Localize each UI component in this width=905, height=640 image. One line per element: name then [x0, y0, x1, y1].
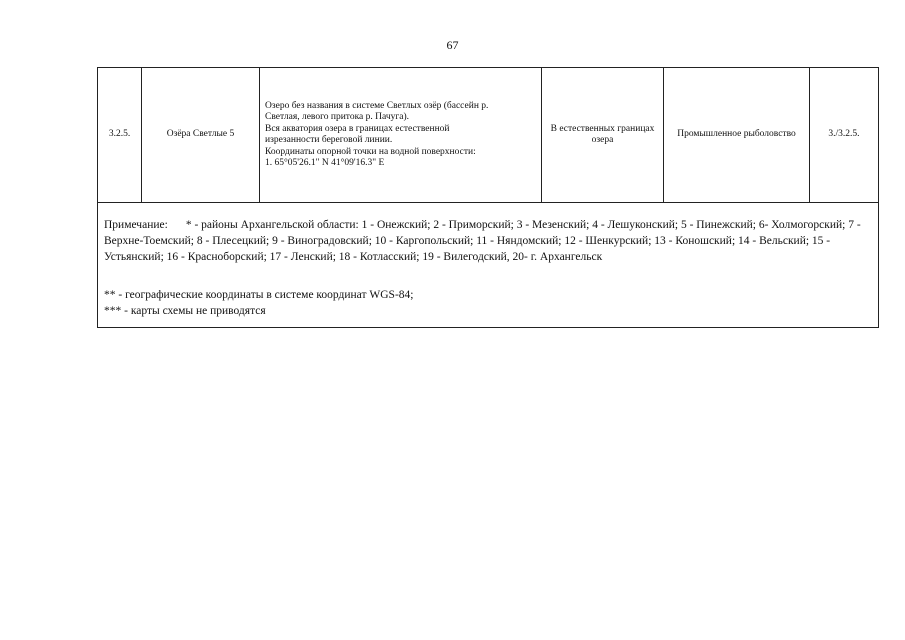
- description-line: Озеро без названия в системе Светлых озёр (бассейн р.: [265, 100, 489, 111]
- note-text: * - районы Архангельской области: 1 - Онежский; 2 - Приморский; 3 - Мезенский; 4 - Лешуконский; 5 - Пинежский; 6- Холмогорский; 7 - Верхне-Тоемский; 8 - Плесецкий; 9 - Виноградовский; 10 - Каргопольский; 11 - Няндомский; 12 - Шенкурский; 13 - Коношский; 14 - Вельский; 15 - Устьянский; 16 - Красноборский; 17 - Ленский; 18 - Котласский; 19 - Вилегодский, 20- г. Архангельск: [104, 219, 861, 263]
- lakes-table: [97, 67, 879, 328]
- lake-description-cell: [260, 68, 542, 203]
- description-line: изрезанности береговой линии.: [265, 135, 393, 145]
- note-districts: [104, 217, 872, 265]
- description-line: Светлая, левого притока р. Пачуга).: [265, 112, 410, 122]
- note-row: [98, 203, 879, 328]
- description-line: 1. 65°05'26.1" N 41°09'16.3" E: [265, 158, 385, 168]
- borders-cell: В естественных границах озера: [542, 68, 664, 203]
- table-row: [98, 68, 879, 203]
- coords-footnote: ** - географические координаты в системе координат WGS-84;: [104, 289, 414, 301]
- row-number-cell: 3.2.5.: [98, 68, 142, 203]
- usage-cell: Промышленное рыболовство: [664, 68, 810, 203]
- description-line: Координаты опорной точки на водной поверхности:: [265, 146, 476, 157]
- description-line: Вся акватория озера в границах естественной: [265, 123, 450, 134]
- note-footnotes: [104, 287, 872, 319]
- maps-footnote: *** - карты схемы не приводятся: [104, 305, 266, 317]
- map-ref-cell: 3./3.2.5.: [810, 68, 879, 203]
- note-cell: [98, 203, 879, 328]
- note-label: Примечание:: [104, 219, 168, 231]
- page-number: 67: [446, 38, 459, 52]
- lake-name-cell: Озёра Светлые 5: [142, 68, 260, 203]
